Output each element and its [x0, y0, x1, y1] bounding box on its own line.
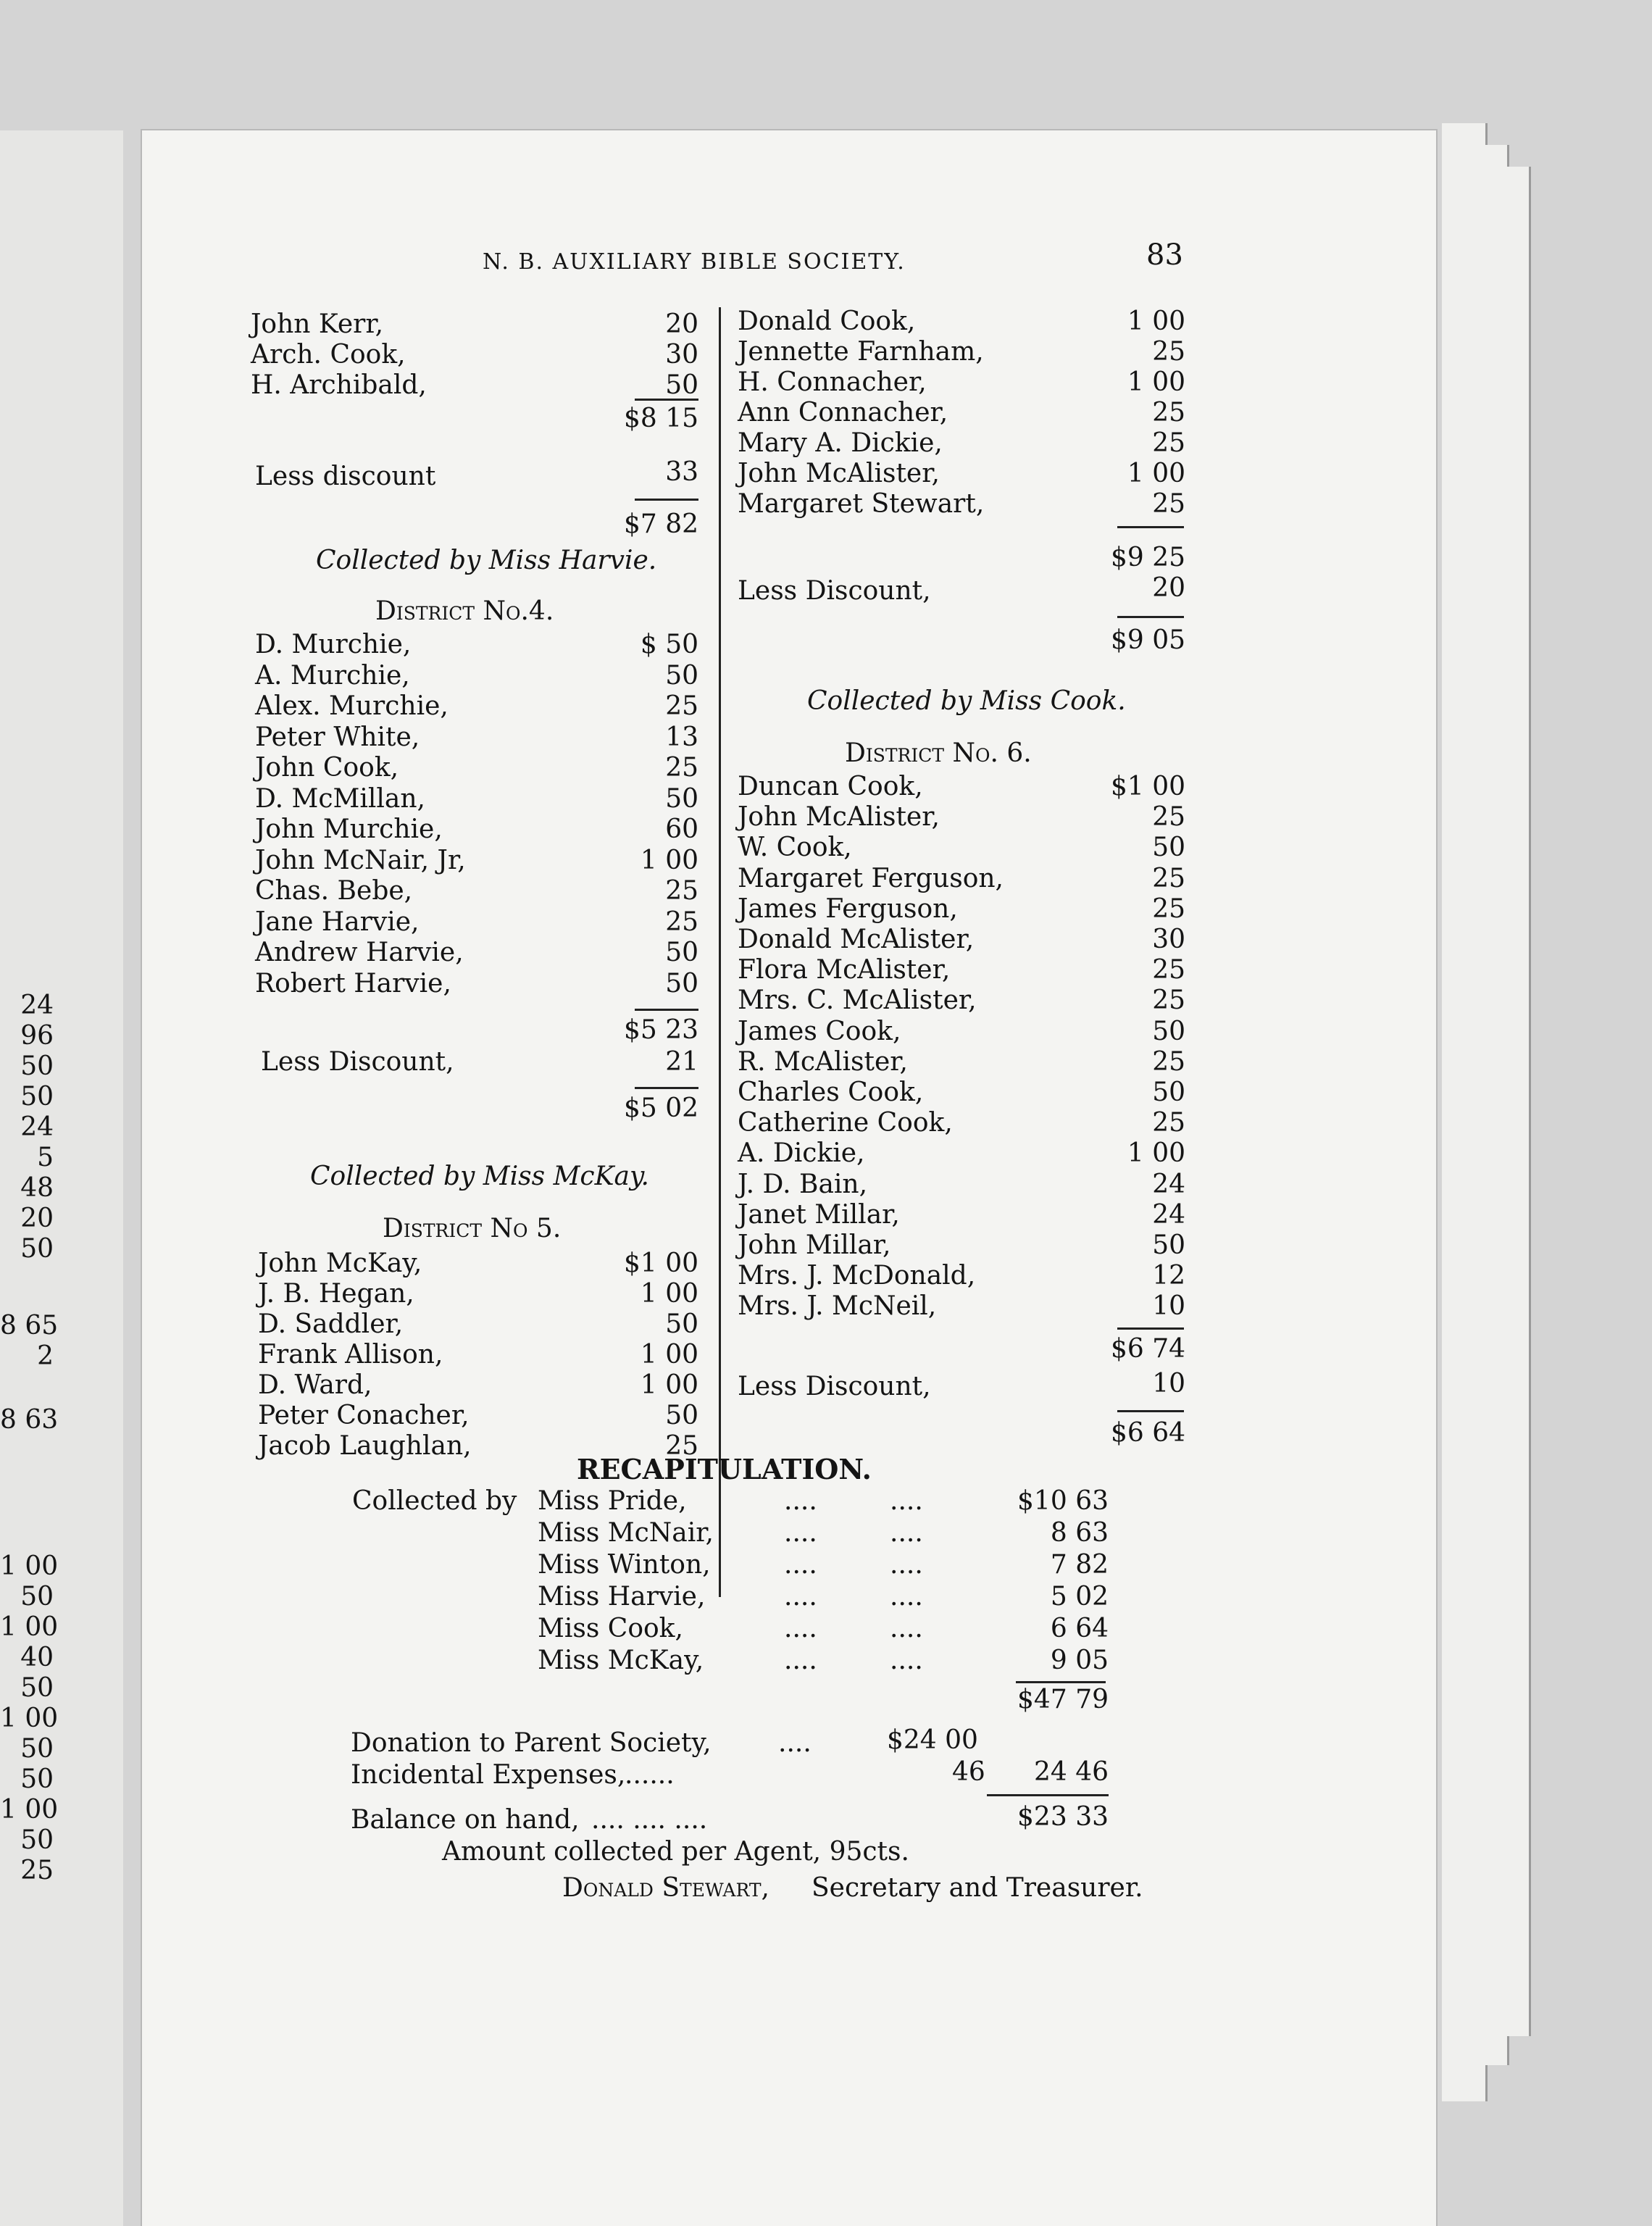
facing-page-number: 1 00: [0, 1704, 59, 1733]
entry-name: Janet Millar,: [738, 1199, 900, 1230]
recap-dots: ....: [890, 1550, 923, 1580]
page-edge-3: [1493, 167, 1531, 2036]
harvie-heading: Collected by Miss Harvie.: [316, 546, 657, 575]
recap-dots: ....: [890, 1486, 923, 1516]
rule: [635, 499, 698, 501]
entry-name: Donald Cook,: [738, 307, 916, 336]
entry-name: Arch. Cook,: [251, 340, 406, 370]
recap-dots: ....: [784, 1550, 817, 1580]
entry-amount: 25: [665, 1431, 698, 1461]
entry-amount: 50: [665, 370, 698, 400]
entry-amount: 50: [1152, 1230, 1185, 1260]
entry-name: Chas. Bebe,: [255, 876, 413, 906]
entry-name: H. Archibald,: [251, 370, 427, 400]
entry-amount: 25: [1152, 398, 1185, 428]
entry-amount: 25: [665, 906, 698, 937]
entry-amount: 1 00: [640, 845, 698, 875]
entry-name: A. Dickie,: [738, 1138, 865, 1169]
entry-name: Charles Cook,: [738, 1077, 924, 1107]
facing-page-number: 25: [20, 1856, 54, 1885]
recap-dots: ....: [784, 1614, 817, 1643]
entry-amount: 13: [665, 722, 698, 752]
entry-amount: 25: [1152, 893, 1185, 924]
facing-page-number: 24: [20, 1112, 54, 1142]
rule: [1117, 1327, 1184, 1330]
running-head: N. B. AUXILIARY BIBLE SOCIETY.: [483, 249, 906, 275]
rule: [635, 1087, 698, 1089]
recap-total: $47 79: [1017, 1685, 1109, 1714]
entry-amount: 25: [1152, 863, 1185, 893]
right-top-discount-label: Less Discount,: [738, 576, 931, 606]
entry-amount: 50: [1152, 1077, 1185, 1107]
facing-page-number: 8 63: [0, 1405, 59, 1435]
entry-amount: 1 00: [640, 1370, 698, 1400]
right-top-discount: 20: [1152, 573, 1185, 603]
entry-amount: 25: [1152, 802, 1185, 833]
entry-name: Jacob Laughlan,: [258, 1431, 472, 1461]
rule: [635, 1009, 698, 1011]
facing-page-number: 96: [20, 1021, 54, 1051]
entry-amount: 10: [1152, 1291, 1185, 1322]
entry-name: D. Murchie,: [255, 630, 412, 659]
entry-amount: 50: [1152, 833, 1185, 863]
facing-page-number: 50: [20, 1764, 54, 1794]
entry-amount: 25: [1152, 985, 1185, 1016]
entry-amount: 1 00: [1127, 307, 1185, 336]
facing-page-number: 50: [20, 1734, 54, 1764]
right-top-total: $9 25: [1110, 543, 1185, 572]
entry-name: John Cook,: [255, 753, 399, 783]
donation-dots: ....: [778, 1728, 812, 1758]
entry-amount: 25: [1152, 1046, 1185, 1077]
entry-name: Jane Harvie,: [255, 906, 420, 937]
entry-name: J. D. Bain,: [738, 1169, 868, 1199]
entry-amount: 24: [1152, 1199, 1185, 1230]
entry-name: Mrs. J. McDonald,: [738, 1261, 976, 1291]
entry-amount: 50: [665, 1401, 698, 1430]
facing-page-number: 50: [20, 1082, 54, 1112]
facing-page-number: 1 00: [0, 1612, 59, 1642]
left-top-total: $8 15: [623, 404, 698, 433]
rule: [1117, 616, 1184, 618]
district6-discount-label: Less Discount,: [738, 1372, 931, 1401]
entry-name: Frank Allison,: [258, 1340, 443, 1370]
entry-name: D. McMillan,: [255, 783, 425, 814]
recap-amount: 5 02: [1050, 1582, 1109, 1612]
entry-amount: 25: [1152, 955, 1185, 985]
recap-collector: Miss Cook,: [538, 1614, 683, 1643]
left-top-net: $7 82: [623, 509, 698, 539]
recap-dots: ....: [784, 1518, 817, 1548]
rule: [1117, 526, 1184, 528]
facing-page-number: 40: [20, 1643, 54, 1672]
entry-amount: 50: [665, 938, 698, 967]
recap-amount: $10 63: [1017, 1486, 1109, 1516]
incidental-sum: 24 46: [1033, 1757, 1109, 1787]
entry-name: Flora McAlister,: [738, 955, 951, 985]
entry-name: J. B. Hegan,: [258, 1279, 414, 1309]
recap-collected-by: Collected by: [352, 1486, 517, 1516]
entry-amount: 50: [665, 1309, 698, 1339]
entry-name: Jennette Farnham,: [738, 337, 984, 367]
district5-heading: District No 5.: [383, 1214, 562, 1243]
entry-name: Peter White,: [255, 722, 420, 752]
entry-name: Peter Conacher,: [258, 1401, 470, 1430]
entry-name: Robert Harvie,: [255, 968, 451, 999]
entry-name: A. Murchie,: [255, 660, 410, 691]
entry-name: Catherine Cook,: [738, 1108, 953, 1138]
entry-amount: 1 00: [1127, 1138, 1185, 1169]
rule: [635, 399, 698, 401]
entry-amount: 24: [1152, 1169, 1185, 1199]
balance-amount: $23 33: [1017, 1802, 1109, 1832]
facing-page-number: 8 65: [0, 1311, 59, 1341]
entry-amount: 1 00: [640, 1340, 698, 1370]
page-number: 83: [1146, 238, 1183, 272]
recap-dots: ....: [784, 1486, 817, 1516]
entry-amount: 25: [1152, 489, 1185, 519]
entry-name: John Millar,: [738, 1230, 891, 1260]
incidental-label: Incidental Expenses,: [351, 1760, 626, 1790]
left-top-discount: 33: [665, 457, 698, 487]
recap-amount: 7 82: [1050, 1550, 1109, 1580]
entry-amount: 50: [665, 660, 698, 691]
entry-amount: 50: [665, 968, 698, 999]
entry-name: James Ferguson,: [738, 893, 958, 924]
entry-name: H. Connacher,: [738, 367, 927, 397]
incidental-dots: ......: [625, 1760, 675, 1790]
entry-amount: 25: [665, 691, 698, 721]
entry-name: Ann Connacher,: [738, 398, 948, 428]
entry-name: Mrs. C. McAlister,: [738, 985, 977, 1016]
cook-heading: Collected by Miss Cook.: [807, 686, 1126, 716]
recap-dots: ....: [890, 1646, 923, 1675]
entry-name: Margaret Ferguson,: [738, 863, 1004, 893]
donation-amount: $24 00: [887, 1725, 978, 1755]
signature-name: Donald Stewart,: [562, 1873, 769, 1903]
recap-collector: Miss McKay,: [538, 1646, 704, 1675]
recap-amount: 9 05: [1050, 1646, 1109, 1675]
district4-discount-label: Less Discount,: [261, 1047, 454, 1077]
facing-page-number: 48: [20, 1173, 54, 1203]
entry-amount: 1 00: [1127, 367, 1185, 397]
book-page: [142, 130, 1436, 2226]
entry-name: D. Ward,: [258, 1370, 372, 1400]
entry-amount: 25: [665, 876, 698, 906]
balance-label: Balance on hand,: [351, 1805, 580, 1835]
entry-amount: 30: [665, 340, 698, 370]
entry-name: John McAlister,: [738, 459, 940, 488]
entry-amount: $1 00: [1110, 772, 1185, 801]
entry-amount: 25: [1152, 337, 1185, 367]
facing-page-number: 50: [20, 1234, 54, 1264]
facing-page-number: 50: [20, 1673, 54, 1703]
signature-title: Secretary and Treasurer.: [812, 1873, 1143, 1903]
recap-dots: ....: [890, 1582, 923, 1612]
recap-dots: ....: [890, 1518, 923, 1548]
incidental-amount: 46: [952, 1757, 985, 1787]
agent-note: Amount collected per Agent, 95cts.: [442, 1837, 909, 1867]
district4-heading: District No.4.: [375, 596, 554, 626]
entry-name: Donald McAlister,: [738, 925, 975, 954]
entry-name: Alex. Murchie,: [255, 691, 449, 721]
entry-name: John McAlister,: [738, 802, 940, 833]
entry-name: Andrew Harvie,: [255, 938, 464, 967]
recap-amount: 8 63: [1050, 1518, 1109, 1548]
entry-amount: 30: [1152, 925, 1185, 954]
recap-amount: 6 64: [1050, 1614, 1109, 1643]
district6-discount: 10: [1152, 1369, 1185, 1398]
entry-name: Duncan Cook,: [738, 772, 923, 801]
entry-name: John Murchie,: [255, 814, 443, 844]
donation-label: Donation to Parent Society,: [351, 1728, 712, 1758]
entry-name: John McNair, Jr,: [255, 845, 466, 875]
recap-dots: ....: [784, 1646, 817, 1675]
recap-collector: Miss Winton,: [538, 1550, 711, 1580]
facing-page-number: 50: [20, 1825, 54, 1855]
district6-net: $6 64: [1110, 1418, 1185, 1448]
entry-amount: 1 00: [640, 1279, 698, 1309]
facing-page-number: 5: [37, 1143, 54, 1172]
entry-amount: 12: [1152, 1261, 1185, 1291]
entry-name: John Kerr,: [251, 309, 384, 339]
recap-heading: RECAPITULATION.: [577, 1453, 872, 1485]
entry-name: W. Cook,: [738, 833, 852, 863]
entry-name: Margaret Stewart,: [738, 489, 985, 519]
entry-name: John McKay,: [258, 1249, 422, 1278]
column-divider: [719, 307, 721, 1597]
mckay-heading: Collected by Miss McKay.: [310, 1162, 649, 1191]
entry-name: D. Saddler,: [258, 1309, 404, 1339]
entry-name: Mary A. Dickie,: [738, 428, 943, 458]
right-top-net: $9 05: [1110, 625, 1185, 655]
facing-page-number: 2: [37, 1341, 54, 1371]
facing-page-number: 24: [20, 991, 54, 1020]
rule: [987, 1794, 1109, 1796]
balance-dots: .... .... ....: [591, 1805, 708, 1835]
district4-total: $5 23: [623, 1015, 698, 1045]
entry-name: Mrs. J. McNeil,: [738, 1291, 937, 1322]
district6-total: $6 74: [1110, 1334, 1185, 1364]
entry-amount: 25: [1152, 428, 1185, 458]
facing-page-number: 20: [20, 1204, 54, 1233]
recap-dots: ....: [784, 1582, 817, 1612]
recap-collector: Miss Harvie,: [538, 1582, 706, 1612]
facing-page-number: 50: [20, 1582, 54, 1612]
entry-name: James Cook,: [738, 1016, 901, 1046]
entry-amount: 50: [665, 783, 698, 814]
facing-page-number: 50: [20, 1051, 54, 1081]
district6-heading: District No. 6.: [845, 738, 1032, 768]
left-top-discount-label: Less discount: [255, 462, 436, 491]
facing-page-number: 1 00: [0, 1795, 59, 1825]
rule: [1016, 1681, 1106, 1683]
entry-amount: 25: [1152, 1108, 1185, 1138]
facing-page-number: 1 00: [0, 1551, 59, 1581]
entry-amount: $ 50: [640, 630, 698, 659]
entry-amount: 1 00: [1127, 459, 1185, 488]
entry-amount: $1 00: [623, 1249, 698, 1278]
recap-collector: Miss Pride,: [538, 1486, 687, 1516]
entry-name: R. McAlister,: [738, 1046, 908, 1077]
district4-discount: 21: [665, 1047, 698, 1077]
entry-amount: 60: [665, 814, 698, 844]
district4-net: $5 02: [623, 1093, 698, 1123]
entry-amount: 50: [1152, 1016, 1185, 1046]
rule: [1117, 1410, 1184, 1412]
entry-amount: 25: [665, 753, 698, 783]
recap-collector: Miss McNair,: [538, 1518, 714, 1548]
recap-dots: ....: [890, 1614, 923, 1643]
entry-amount: 20: [665, 309, 698, 339]
